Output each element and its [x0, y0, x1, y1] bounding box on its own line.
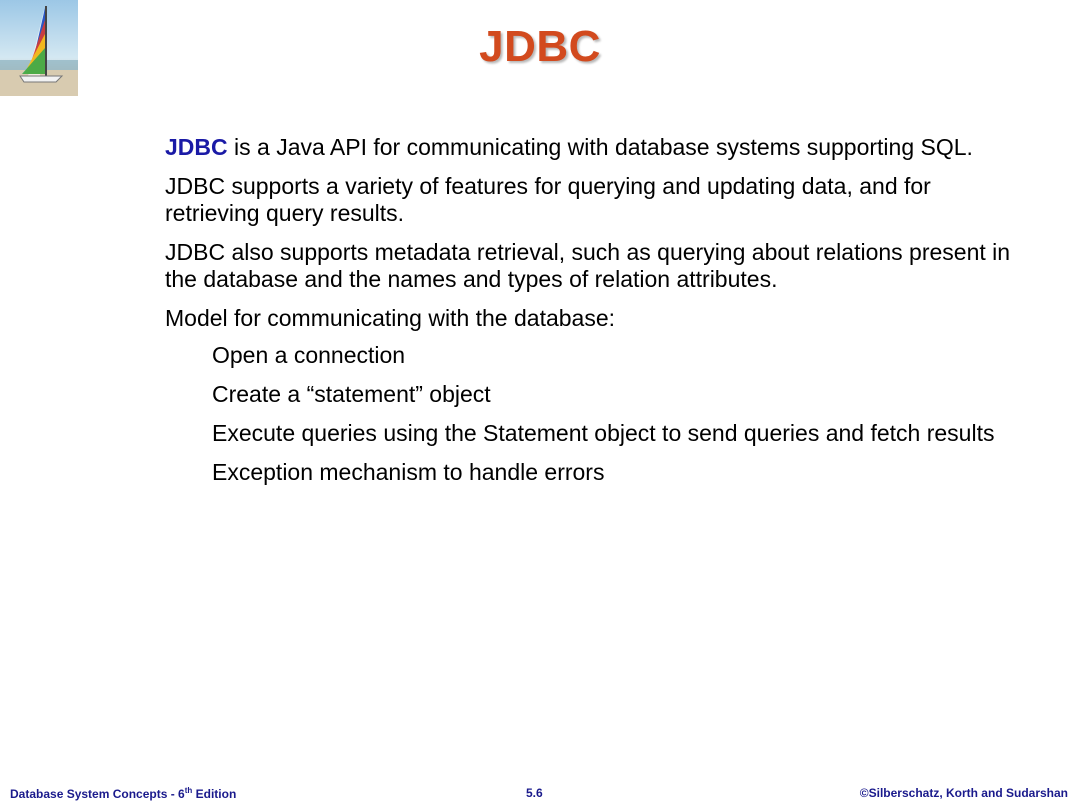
- footer-page-number: 5.6: [526, 786, 543, 800]
- sub-bullet-exception: Exception mechanism to handle errors: [212, 459, 605, 485]
- bullet-intro: [165, 134, 1015, 161]
- sub-bullet-execute-queries: Execute queries using the Statement object to send queries and fetch results: [212, 420, 995, 446]
- footer-book-title: [10, 786, 236, 801]
- slide-title: JDBC: [479, 22, 601, 71]
- sub-bullet-create-statement: Create a “statement” object: [212, 381, 491, 407]
- footer-book-title-text: Database System Concepts - 6: [10, 787, 185, 801]
- footer-edition-sup: th: [184, 786, 193, 795]
- bullet-model: Model for communicating with the database:: [165, 305, 616, 331]
- footer-copyright: ©Silberschatz, Korth and Sudarshan: [859, 786, 1068, 800]
- bullet-features: JDBC supports a variety of features for querying and updating data, and for retrieving query results.: [165, 173, 931, 226]
- footer-edition-text: Edition: [192, 787, 237, 801]
- bullet-metadata: JDBC also supports metadata retrieval, such as querying about relations present in the database and the names and types of relation attributes.: [165, 239, 1011, 292]
- jdbc-keyword: JDBC: [165, 134, 228, 160]
- slide-footer: [0, 780, 1080, 806]
- bullet-intro-text: is a Java API for communicating with database systems supporting SQL.: [227, 134, 973, 160]
- slide-body: [165, 134, 1015, 498]
- sub-bullet-open-connection: Open a connection: [212, 342, 406, 368]
